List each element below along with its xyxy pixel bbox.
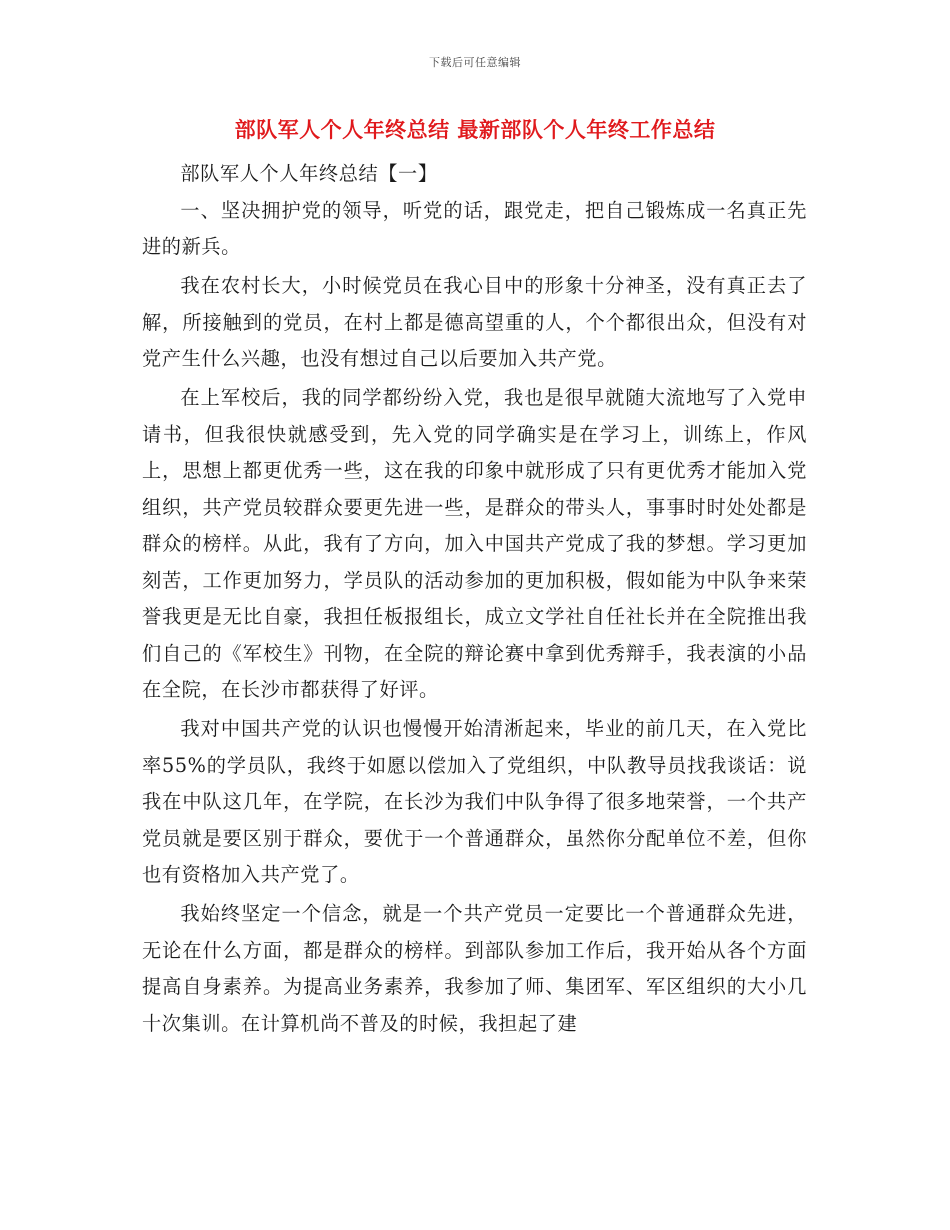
document-title: 部队军人个人年终总结 最新部队个人年终工作总结 <box>234 118 716 142</box>
header-note: 下载后可任意编辑 <box>429 56 521 69</box>
paragraph: 在上军校后，我的同学都纷纷入党，我也是很早就随大流地写了入党申请书，但我很快就感受到，先入党的同学确实是在学习上，训练上，作风上，思想上都更优秀一些，这在我的印象中就形成了只有更优秀才能加入党组织，共产党员较群众要更先进一些，是群众的带头人，事事时时处处都是群众的榜样。从此，我有了方向，加入中国共产党成了我的梦想。学习更加刻苦，工作更加努力，学员队的活动参加的更加积极，假如能为中队争来荣誉我更是无比自豪，我担任板报组长，成立文学社自任社长并在全院推出我们自己的《军校生》刊物，在全院的辩论赛中拿到优秀辩手，我表演的小品在全院，在长沙市都获得了好评。 <box>142 386 807 702</box>
paragraph: 我始终坚定一个信念，就是一个共产党员一定要比一个普通群众先进，无论在什么方面，都是群众的榜样。到部队参加工作后，我开始从各个方面提高自身素养。为提高业务素养，我参加了师、集团军、军区组织的大小几十次集训。在计算机尚不普及的时候，我担起了建 <box>142 902 807 1035</box>
document-body <box>142 156 807 1045</box>
section-heading: 部队军人个人年终总结【一】 <box>180 162 438 185</box>
paragraph: 我在农村长大，小时候党员在我心目中的形象十分神圣，没有真正去了解，所接触到的党员，在村上都是德高望重的人，个个都很出众，但没有对党产生什么兴趣，也没有想过自己以后要加入共产党。 <box>142 274 807 371</box>
paragraph: 我对中国共产党的认识也慢慢开始清淅起来，毕业的前几天，在入党比率55%的学员队，我终于如愿以偿加入了党组织，中队教导员找我谈话：说我在中队这几年，在学院，在长沙为我们中队争得了很多地荣誉，一个共产党员就是要区别于群众，要优于一个普通群众，虽然你分配单位不差，但你也有资格加入共产党了。 <box>142 717 807 887</box>
paragraph: 一、坚决拥护党的领导，听党的话，跟党走，把自己锻炼成一名真正先进的新兵。 <box>142 198 807 258</box>
